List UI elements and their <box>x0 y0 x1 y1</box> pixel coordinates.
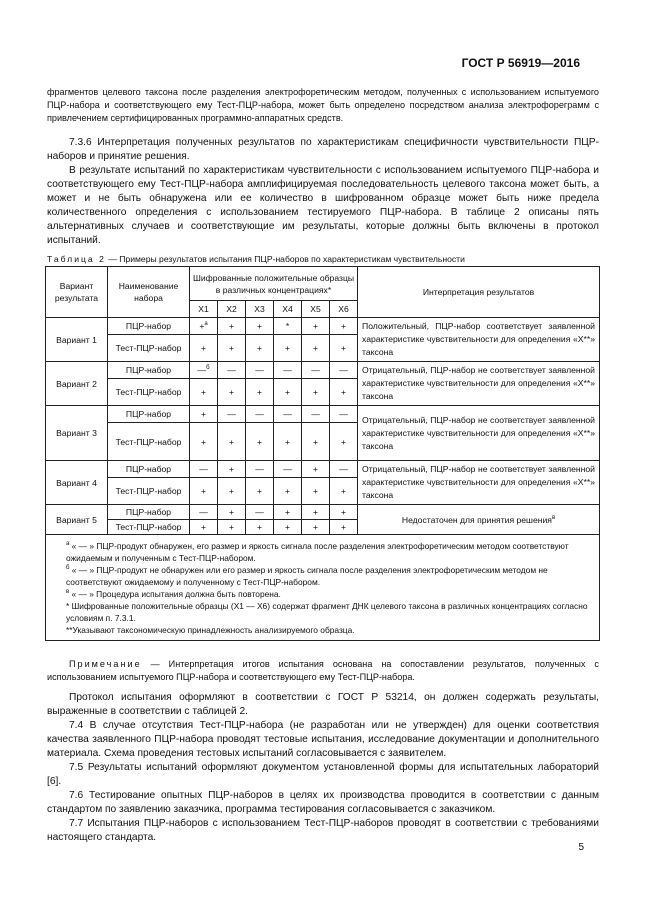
kit-name: ПЦР-набор <box>108 505 190 520</box>
result-cell <box>330 423 358 461</box>
table-row <box>46 461 600 478</box>
note-text: — Интерпретация итогов испытания основана на сопоставлении результатов, полученных с использованием испытуемого ПЦР-набора и соответствующего ему Тест-ПЦР-набора. <box>47 659 599 682</box>
result-cell <box>274 520 302 535</box>
table-caption-text: — Примеры результатов испытания ПЦР-наборов по характеристикам чувствительности <box>108 254 465 264</box>
result-cell <box>190 461 218 478</box>
result-value: — <box>255 464 264 475</box>
result-cell <box>246 461 274 478</box>
result-cell <box>190 520 218 535</box>
result-cell <box>246 423 274 461</box>
interpretation-cell <box>358 505 600 535</box>
result-cell <box>218 461 246 478</box>
result-value: + <box>340 522 347 532</box>
result-value: + <box>284 507 291 517</box>
result-value: * <box>285 321 290 332</box>
result-cell <box>330 520 358 535</box>
result-value: — <box>283 365 292 376</box>
paragraph-electrophoresis: фрагментов целевого таксона после разделения электрофоретическим методом, полученных с использованием испытуемого ПЦР-набора и соответствующего ему Тест-ПЦР-набора, может быть определено посредством анализа электрофореграмм с привлечением сертифицированных программно-аппаратных средств. <box>47 87 599 123</box>
result-cell <box>246 478 274 505</box>
result-value: + <box>228 436 235 447</box>
result-cell <box>218 362 246 379</box>
result-cell <box>330 478 358 505</box>
result-value: + <box>256 321 263 332</box>
result-cell <box>330 335 358 362</box>
result-value: + <box>200 522 207 532</box>
result-cell <box>330 461 358 478</box>
kit-name: Тест-ПЦР-набор <box>108 335 190 362</box>
paragraph-7-3-6: 7.3.6 Интерпретация полученных результатов по характеристикам специфичности чувствительности ПЦР-наборов и принятие решения. <box>47 137 599 162</box>
result-cell <box>302 379 330 406</box>
table-caption <box>47 253 607 265</box>
result-value: — <box>227 365 236 376</box>
result-value: + <box>228 387 235 398</box>
result-cell <box>190 362 218 379</box>
interpretation-cell <box>358 406 600 461</box>
result-value: + <box>340 321 347 332</box>
footnote <box>54 564 591 588</box>
result-value: + <box>340 436 347 447</box>
result-cell <box>330 406 358 423</box>
result-value: + <box>256 436 263 447</box>
paragraph-protocol: Протокол испытания оформляют в соответствии с ГОСТ Р 53214, он должен содержать результаты, выраженные в соответствии с таблицей 2. <box>47 692 599 717</box>
footnote-mark: б <box>66 565 70 572</box>
footnote-text: « — » ПЦР-продукт обнаружен, его размер и яркость сигнала после разделения электрофоретическим методом соответствуют ожидаемым и полученным с Тест-ПЦР-набором. <box>66 541 569 563</box>
paragraph-7-5: 7.5 Результаты испытаний оформляют документом установленной формы для испытательных лабораторий [6]. <box>47 762 599 787</box>
result-value: + <box>340 343 347 354</box>
result-cell <box>274 478 302 505</box>
result-cell <box>302 461 330 478</box>
result-value: + <box>256 522 263 532</box>
kit-name: ПЦР-набор <box>108 461 190 478</box>
result-value: + <box>228 464 235 475</box>
footnote-mark: а <box>204 321 208 328</box>
footnote <box>54 540 591 564</box>
footnote-mark: а <box>66 541 70 548</box>
note-paragraph <box>47 658 599 684</box>
header-x2: Х2 <box>218 301 246 318</box>
result-value: + <box>256 486 263 497</box>
result-cell <box>246 318 274 335</box>
result-value: — <box>199 507 208 517</box>
result-cell <box>302 335 330 362</box>
result-cell <box>190 406 218 423</box>
kit-name: Тест-ПЦР-набор <box>108 379 190 406</box>
result-value: + <box>340 387 347 398</box>
result-cell <box>330 505 358 520</box>
result-value: + <box>340 486 347 497</box>
result-value: + <box>200 387 207 398</box>
result-cell <box>302 478 330 505</box>
kit-name: Тест-ПЦР-набор <box>108 478 190 505</box>
result-cell <box>190 478 218 505</box>
result-cell <box>190 505 218 520</box>
result-value: — <box>283 464 292 475</box>
interpretation-text: Недостаточен для принятия решения <box>401 514 552 525</box>
header-x5: Х5 <box>302 301 330 318</box>
interpretation-cell <box>358 318 600 362</box>
result-value: + <box>284 522 291 532</box>
result-value: + <box>312 436 319 447</box>
table-caption-label: Таблица 2 <box>47 254 106 264</box>
result-cell <box>246 520 274 535</box>
result-value: — <box>255 409 264 419</box>
result-value: + <box>200 486 207 497</box>
footnote-text: « — » ПЦР-продукт не обнаружен или его размер и яркость сигнала после разделения электрофоретическим методом не соответствуют ожидаемому и полученному с Тест-ПЦР-набором. <box>66 565 548 587</box>
result-cell <box>274 505 302 520</box>
result-cell <box>274 406 302 423</box>
result-cell <box>246 362 274 379</box>
footnote-text: * Шифрованные положительные образцы (Х1 — Х6) содержат фрагмент ДНК целевого таксона в различных концентрациях согласно условиям п. 7.3.1. <box>66 601 588 623</box>
result-value: — <box>339 365 348 376</box>
result-cell <box>274 423 302 461</box>
result-cell <box>302 505 330 520</box>
result-value: — <box>227 409 236 419</box>
result-cell <box>218 406 246 423</box>
result-cell <box>274 461 302 478</box>
result-value: + <box>312 321 319 332</box>
header-x3: Х3 <box>246 301 274 318</box>
result-value: + <box>284 387 291 398</box>
interpretation-text: Отрицательный, ПЦР-набор не соответствует заявленной характеристике чувствительности для определения «Х**» таксона <box>362 414 595 451</box>
kit-name: ПЦР-набор <box>108 406 190 423</box>
footnote-mark: в <box>66 589 70 596</box>
result-cell <box>218 520 246 535</box>
result-value: + <box>228 522 235 532</box>
result-cell <box>274 335 302 362</box>
footnote <box>54 600 591 624</box>
interpretation-text: Положительный, ПЦР-набор соответствует заявленной характеристике чувствительности для определения «Х**» таксона <box>362 321 595 357</box>
footnote <box>54 588 591 600</box>
result-value: + <box>200 409 207 419</box>
kit-name: ПЦР-набор <box>108 318 190 335</box>
result-cell <box>302 362 330 379</box>
table-row <box>46 505 600 520</box>
result-value: + <box>284 343 291 354</box>
result-cell <box>190 335 218 362</box>
result-value: — <box>255 507 264 517</box>
result-value: + <box>228 486 235 497</box>
footnote-text: « — » Процедура испытания должна быть повторена. <box>71 589 281 599</box>
kit-name: Тест-ПЦР-набор <box>108 423 190 461</box>
result-value: — <box>339 464 348 475</box>
result-value: + <box>284 436 291 447</box>
result-value: + <box>284 486 291 497</box>
result-cell <box>218 423 246 461</box>
result-value: + <box>199 321 205 332</box>
result-value: — <box>283 409 292 419</box>
table-row <box>46 318 600 335</box>
header-x4: Х4 <box>274 301 302 318</box>
result-cell <box>274 362 302 379</box>
result-value: — <box>311 409 320 419</box>
result-value: — <box>311 365 320 376</box>
result-cell <box>330 318 358 335</box>
result-cell <box>274 379 302 406</box>
result-value: — <box>199 464 208 475</box>
result-cell <box>246 335 274 362</box>
result-value: + <box>312 522 319 532</box>
result-cell <box>218 379 246 406</box>
result-cell <box>190 379 218 406</box>
result-cell <box>190 423 218 461</box>
footnote-text: **Указывают таксономическую принадлежность анализируемого образца. <box>66 625 355 635</box>
header-variant: Вариант результата <box>46 267 108 318</box>
note-label: Примечание <box>69 659 142 669</box>
interpretation-text: Отрицательный, ПЦР-набор не соответствует заявленной характеристике чувствительности для определения «Х**» таксона <box>362 464 595 500</box>
result-value: + <box>228 321 235 332</box>
result-cell <box>302 520 330 535</box>
table-row <box>46 362 600 379</box>
variant-label: Вариант 1 <box>46 318 108 362</box>
interpretation-cell <box>358 362 600 406</box>
result-cell <box>218 505 246 520</box>
result-cell <box>218 318 246 335</box>
result-value: + <box>228 343 235 354</box>
header-x6: Х6 <box>330 301 358 318</box>
results-table <box>45 266 600 641</box>
result-value: + <box>312 486 319 497</box>
paragraph-7-6: 7.6 Тестирование опытных ПЦР-наборов в целях их производства проводится в соответствии с данным стандартом по заявлению заказчика, программа тестирования согласовывается с заказчиком. <box>47 790 599 815</box>
result-value: + <box>340 507 347 517</box>
table-notes <box>46 535 600 641</box>
result-cell <box>218 335 246 362</box>
result-value: + <box>256 343 263 354</box>
result-value: + <box>200 436 207 447</box>
variant-label: Вариант 5 <box>46 505 108 535</box>
result-value: + <box>312 387 319 398</box>
header-kit-name: Наименование набора <box>108 267 190 318</box>
result-value: + <box>312 464 319 475</box>
footnote <box>54 624 591 636</box>
table-notes-row <box>46 535 600 641</box>
result-value: — <box>197 365 207 376</box>
table-row <box>46 406 600 423</box>
result-value: + <box>200 343 207 354</box>
interpretation-text: Отрицательный, ПЦР-набор не соответствует заявленной характеристике чувствительности для определения «Х**» таксона <box>362 365 595 401</box>
result-value: + <box>256 387 263 398</box>
result-cell <box>246 505 274 520</box>
header-interpretation: Интерпретация результатов <box>358 267 600 318</box>
result-cell <box>330 379 358 406</box>
result-cell <box>274 318 302 335</box>
header-coded-samples: Шифрованные положительные образцы в различных концентрациях* <box>190 267 358 301</box>
interpretation-cell <box>358 461 600 505</box>
variant-label: Вариант 3 <box>46 406 108 461</box>
header-x1: Х1 <box>190 301 218 318</box>
page-number: 5 <box>578 842 584 853</box>
footnote-mark: б <box>206 365 210 372</box>
paragraph-7-7: 7.7 Испытания ПЦР-наборов с использованием Тест-ПЦР-наборов проводят в соответствии с требованиями настоящего стандарта. <box>47 818 599 843</box>
result-cell <box>302 406 330 423</box>
result-value: — <box>339 409 348 419</box>
document-code: ГОСТ Р 56919—2016 <box>461 56 580 70</box>
result-cell <box>330 362 358 379</box>
result-cell <box>246 406 274 423</box>
result-cell <box>218 478 246 505</box>
result-cell <box>302 318 330 335</box>
footnote-mark: в <box>551 514 556 521</box>
paragraph-7-4: 7.4 В случае отсутствия Тест-ПЦР-набора (не разработан или не утвержден) для оценки соответствия качества заявленного ПЦР-набора проводят тестовые испытания, исследование документации и дополнительного материала. Схема проведения тестовых испытаний согласовывается с заявителем. <box>47 720 599 759</box>
variant-label: Вариант 4 <box>46 461 108 505</box>
result-cell <box>246 379 274 406</box>
result-value: — <box>255 365 264 376</box>
result-value: + <box>312 507 319 517</box>
kit-name: Тест-ПЦР-набор <box>108 520 190 535</box>
kit-name: ПЦР-набор <box>108 362 190 379</box>
paragraph-test-results: В результате испытаний по характеристикам чувствительности с использованием испытуемого ПЦР-набора и соответствующего ему Тест-ПЦР-набора амплифицируемая последовательность целевого таксона может быть, а может и не быть обнаружена или ее количество в шифрованном образце может быть ниже предела количественного определения с использованием тестируемого ПЦР-набора. В таблице 2 описаны пять альтернативных случаев и соответствующие им результаты, которые должны быть включены в протокол испытаний. <box>47 165 599 246</box>
result-cell <box>190 318 218 335</box>
result-value: + <box>228 507 235 517</box>
result-cell <box>302 423 330 461</box>
result-value: + <box>312 343 319 354</box>
variant-label: Вариант 2 <box>46 362 108 406</box>
